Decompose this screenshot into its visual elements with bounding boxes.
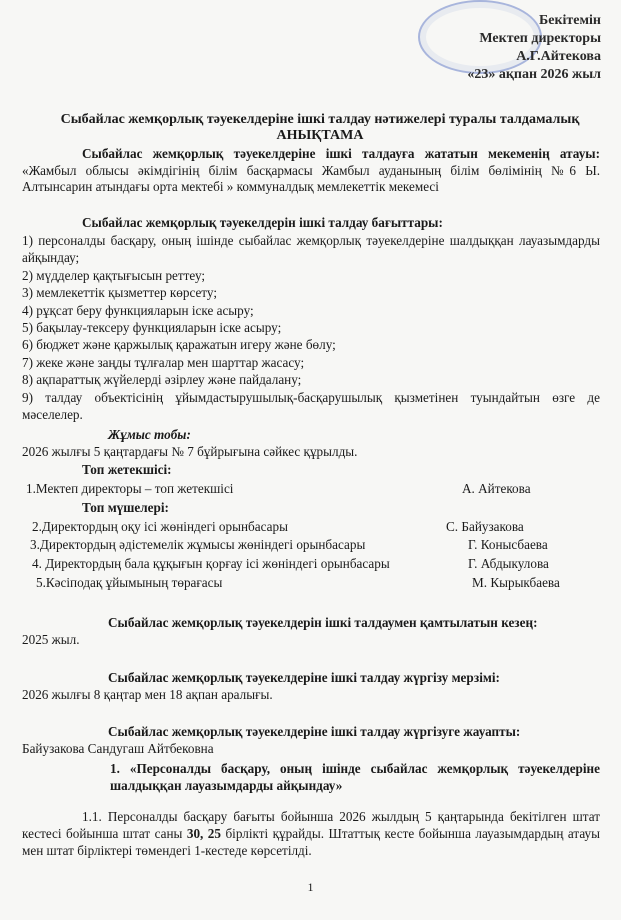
approval-line-1: Бекітемін [538, 13, 601, 28]
members-heading: Топ мүшелері: [82, 500, 169, 515]
direction-item: 6) бюджет және қаржылық қаражатын игеру және бөлу; [22, 337, 336, 353]
page-number: 1 [307, 880, 314, 894]
approval-line-4: «23» ақпан 2026 жыл [467, 67, 601, 82]
document-type-heading: АНЫҚТАМА [276, 128, 364, 143]
responsible-heading: Сыбайлас жемқорлық тәуекелдеріне ішкі талдау жүргізуге жауапты: [108, 724, 521, 739]
section-1-text-b: бірлікті құрайды. Штаттық кесте бойынша лауазымдардың атауы мен штат бірліктері төмендегі 1-кестеде көрсетілді. [22, 826, 600, 858]
leader-heading: Топ жетекшісі: [82, 462, 172, 477]
period-heading: Сыбайлас жемқорлық тәуекелдерін ішкі талдаумен қамтылатын кезең: [108, 615, 538, 630]
member-name: С. Байузакова [446, 519, 524, 534]
direction-item: 9) талдау объектісінің ұйымдастырушылық-басқарушылық қызметінен туындайтын өзге де мәселелер. [22, 389, 600, 423]
working-group-basis: 2026 жылғы 5 қаңтардағы № 7 бұйрығына сәйкес құрылды. [22, 444, 358, 459]
organization-name: «Жамбыл облысы әкімдігінің білім басқармасы Жамбыл ауданының білім бөлімінің №6 Ы. Алтынсарин атындағы орта мектебі » коммуналдық мемлекеттік мекемесі [22, 162, 600, 194]
section-1-heading: 1. «Персоналды басқару, оның ішінде сыбайлас жемқорлық тәуекелдеріне шалдыққан лауазымдарды айқындау» [110, 761, 600, 793]
staff-count: 30, 25 [186, 826, 221, 841]
document-title: Сыбайлас жемқорлық тәуекелдеріне ішкі талдау нәтижелері туралы талдамалық [60, 112, 580, 127]
member-role: 5.Кәсіподақ ұйымының төрағасы [36, 575, 223, 590]
member-role: 3.Директордың әдістемелік жұмысы жөніндегі орынбасары [30, 537, 366, 552]
direction-item: 7) жеке және заңды тұлғалар мен шарттар жасасу; [22, 354, 305, 370]
approval-block [467, 12, 601, 84]
direction-item: 2) мүдделер қақтығысын реттеу; [22, 267, 206, 283]
term-heading: Сыбайлас жемқорлық тәуекелдеріне ішкі талдау жүргізу мерзімі: [108, 670, 500, 685]
section-1-text-a: 1.1. Персоналды басқару бағыты бойынша 2026 жылдың 5 қаңтарында бекітілген штат кестесі бойынша штат саны [22, 809, 600, 841]
member-name: Г. Конысбаева [468, 537, 548, 552]
section-1-paragraph [22, 808, 600, 859]
organization-label: Сыбайлас жемқорлық тәуекелдеріне ішкі талдауға жататын мекеменің атауы: [82, 146, 600, 161]
direction-item: 8) ақпараттық жүйелерді әзірлеу және пайдалану; [22, 372, 302, 388]
approval-line-3: А.Г.Айтекова [516, 49, 601, 64]
term-value: 2026 жылғы 8 қаңтар мен 18 ақпан аралығы. [22, 687, 273, 702]
member-name: Г. Абдыкулова [468, 556, 549, 571]
organization-paragraph [22, 146, 600, 196]
directions-heading: Сыбайлас жемқорлық тәуекелдерін ішкі талдау бағыттары: [82, 215, 443, 230]
working-group-heading: Жұмыс тобы: [108, 427, 191, 442]
period-value: 2025 жыл. [22, 632, 80, 647]
directions-list [22, 232, 600, 423]
direction-item: 1) персоналды басқару, оның ішінде сыбайлас жемқорлық тәуекелдеріне шалдыққан лауазымдарды айқындау; [22, 233, 600, 266]
approval-line-2: Мектеп директоры [479, 31, 601, 46]
direction-item: 4) рұқсат беру функцияларын іске асыру; [22, 302, 254, 318]
direction-item: 5) бақылау-тексеру функцияларын іске асыру; [22, 320, 282, 336]
member-name: М. Кырыкбаева [472, 575, 560, 590]
member-role: 2.Директордың оқу ісі жөніндегі орынбасары [32, 519, 288, 534]
leader-name: А. Айтекова [462, 481, 531, 496]
responsible-value: Байузакова Сандугаш Айтбековна [22, 741, 214, 756]
direction-item: 3) мемлекеттік қызметтер көрсету; [22, 285, 217, 301]
member-role: 4. Директордың бала құқығын қорғау ісі жөніндегі орынбасары [32, 556, 390, 571]
leader-role: 1.Мектеп директоры – топ жетекшісі [26, 481, 234, 496]
